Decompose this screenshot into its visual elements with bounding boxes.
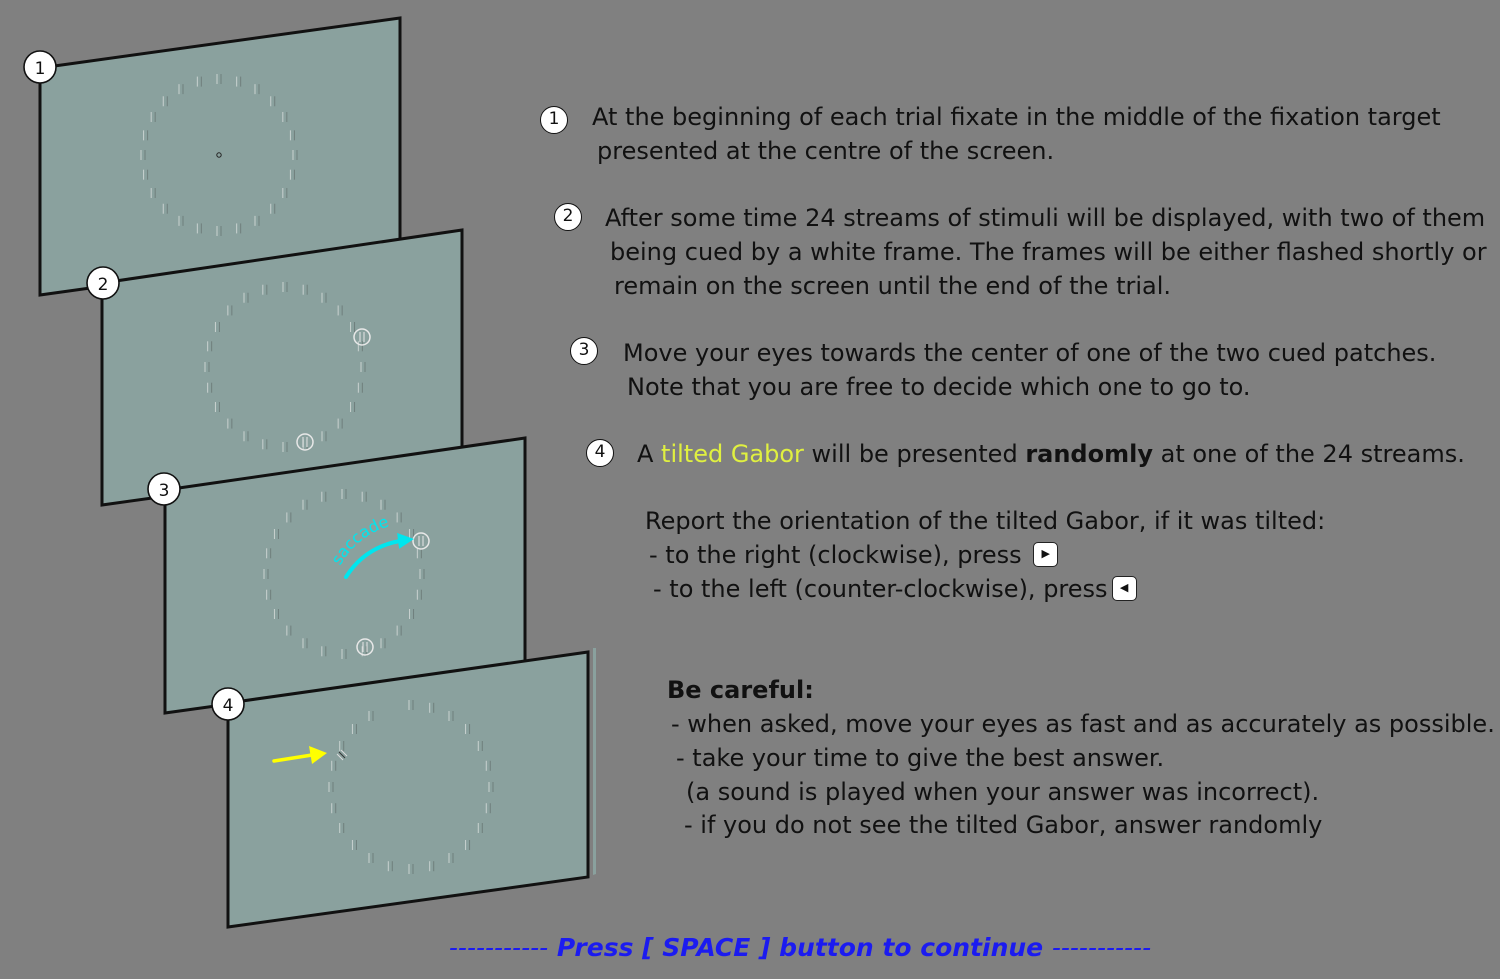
- careful-item: (a sound is played when your answer was incorrect).: [686, 778, 1320, 806]
- trial-sequence-diagram: [0, 0, 620, 979]
- step-3-number: 3: [570, 337, 598, 365]
- panel-4-number: 4: [222, 696, 234, 716]
- panel-3-number: 3: [158, 481, 170, 501]
- saccade-label: saccade: [327, 511, 391, 568]
- continue-prompt: ----------- Press [ SPACE ] button to continue -----------: [448, 933, 1152, 962]
- careful-item: - take your time to give the best answer.: [676, 744, 1165, 772]
- continue-label: Press [ SPACE ] button to continue: [556, 933, 1044, 962]
- step-3-line-1: Move your eyes towards the center of one of the two cued patches.: [623, 339, 1437, 367]
- careful-item: - if you do not see the tilted Gabor, answer randomly: [684, 811, 1323, 839]
- panel-2-number: 2: [97, 275, 109, 295]
- careful-title: Be careful:: [667, 676, 814, 704]
- left-arrow-key-icon: ◀: [1112, 576, 1137, 601]
- careful-item: - when asked, move your eyes as fast and as accurately as possible.: [671, 710, 1495, 738]
- step-2-number: 2: [554, 203, 582, 231]
- step-2-line-3: remain on the screen until the end of the trial.: [614, 272, 1172, 300]
- report-intro: Report the orientation of the tilted Gabor, if it was tilted:: [645, 507, 1326, 535]
- step-2-line-2: being cued by a white frame. The frames will be either flashed shortly or: [610, 238, 1487, 266]
- step-3-line-2: Note that you are free to decide which one to go to.: [627, 373, 1251, 401]
- report-left: - to the left (counter-clockwise), press ◀: [653, 572, 1137, 606]
- step-4-number: 4: [586, 439, 614, 467]
- step-1-number: 1: [540, 106, 568, 134]
- step-4-text: A tilted Gabor will be presented randomly at one of the 24 streams.: [637, 440, 1465, 468]
- step-1-line-2: presented at the centre of the screen.: [597, 137, 1055, 165]
- step-1-line-1: At the beginning of each trial fixate in the middle of the fixation target: [592, 103, 1441, 131]
- right-arrow-key-icon: ▶: [1033, 542, 1058, 567]
- panel-1-number: 1: [34, 59, 46, 79]
- step-2-line-1: After some time 24 streams of stimuli will be displayed, with two of them: [605, 204, 1486, 232]
- highlight-tilted-gabor: tilted Gabor: [661, 440, 804, 468]
- report-right: - to the right (clockwise), press ▶: [649, 538, 1058, 572]
